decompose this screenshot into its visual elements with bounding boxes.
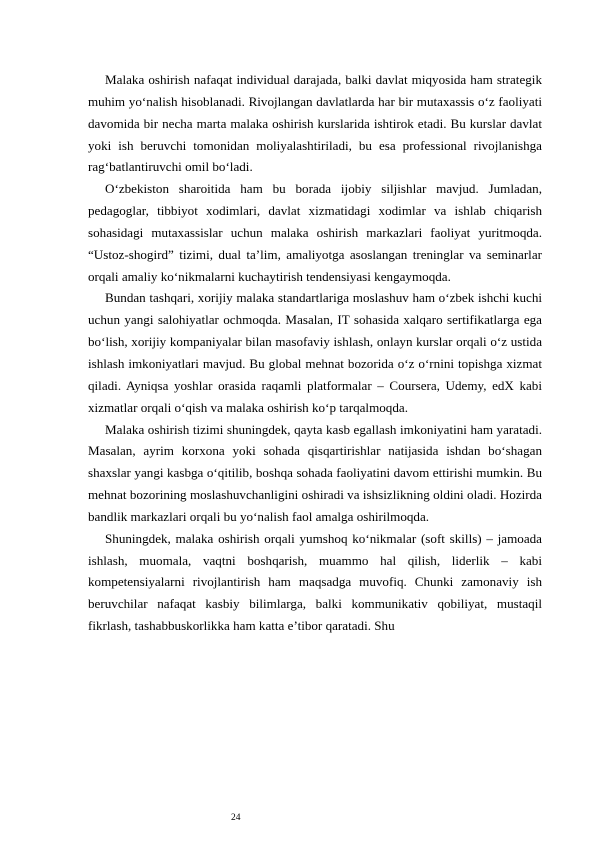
paragraph: Malaka oshirish nafaqat individual darajada, balki davlat miqyosida ham strategik muhim yo‘nalish hisoblanadi. Rivojlangan davlatlarda har bir mutaxassis o‘z faoliyati davomida bir necha marta malaka oshirish kurslarida ishtirok etadi. Bu kurslar davlat yoki ish beruvchi tomonidan moliyalashtiriladi, bu esa professional rivojlanishga rag‘batlantiruvchi omil bo‘ladi. (88, 72, 542, 175)
paragraph: Bundan tashqari, xorijiy malaka standartlariga moslashuv ham o‘zbek ishchi kuchi uchun yangi salohiyatlar ochmoqda. Masalan, IT sohasida xalqaro sertifikatlarga ega bo‘lish, xorijiy kompaniyalar bilan masofaviy ishlash, onlayn kurslar orqali o‘z ustida ishlash imkoniyatlari mavjud. Bu global mehnat bozorida o‘z o‘rnini topishga xizmat qiladi. Ayniqsa yoshlar orasida raqamli platformalar – Coursera, Udemy, edX kabi xizmatlar orqali o‘qish va malaka oshirish ko‘p tarqalmoqda. (88, 290, 542, 415)
document-body (88, 69, 542, 637)
page-number: 24 (231, 813, 241, 823)
paragraph: Malaka oshirish tizimi shuningdek, qayta kasb egallash imkoniyatini ham yaratadi. Masalan, ayrim korxona yoki sohada qisqartirishlar natijasida ishdan bo‘shagan shaxslar yangi kasbga o‘qitilib, boshqa sohada faoliyatini davom ettirishi mumkin. Bu mehnat bozorining moslashuvchanligini oshiradi va ishsizlikning oldini oladi. Hozirda bandlik markazlari orqali bu yo‘nalish faol amalga oshirilmoqda. (88, 421, 542, 524)
paragraph: Shuningdek, malaka oshirish orqali yumshoq ko‘nikmalar (soft skills) – jamoada ishlash, muomala, vaqtni boshqarish, muammo hal qilish, liderlik – kabi kompetensiyalarni rivojlantirish ham maqsadga muvofiq. Chunki zamonaviy ish beruvchilar nafaqat kasbiy bilimlarga, balki kommunikativ qobiliyat, mustaqil fikrlash, tashabbuskorlikka ham katta e’tibor qaratadi. Shu (88, 530, 542, 634)
paragraph: O‘zbekiston sharoitida ham bu borada ijobiy siljishlar mavjud. Jumladan, pedagoglar, tibbiyot xodimlari, davlat xizmatidagi xodimlar va ishlab chiqarish sohasidagi mutaxassislar uchun malaka oshirish markazlari faoliyat yuritmoqda. “Ustoz-shogird” tizimi, dual ta’lim, amaliyotga asoslangan treninglar va seminarlar orqali amaliy ko‘nikmalarni kuchaytirish tendensiyasi kengaymoqda. (88, 181, 542, 284)
